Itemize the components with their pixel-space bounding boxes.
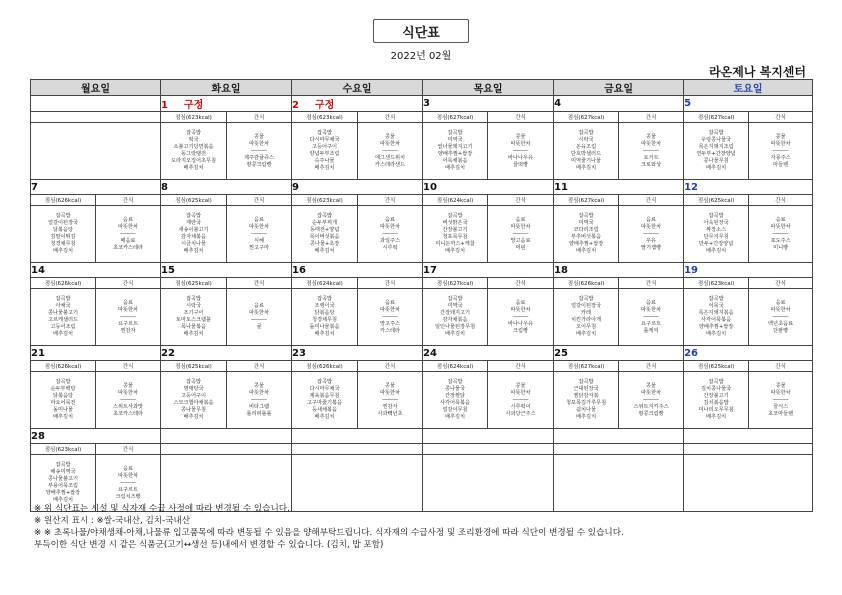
lunch-label: 점심(627kcal)	[423, 112, 488, 123]
weekday-header: 수요일	[292, 80, 423, 96]
date-row	[31, 346, 813, 361]
lunch-menu: 잡곡밥 계란국 새송이불고기 감자채볶음 시금치나물 배추김치	[161, 206, 227, 263]
date-number: 16	[292, 264, 306, 276]
lunch-label: 점심(626kcal)	[292, 361, 358, 372]
date-number: 26	[684, 347, 698, 359]
lunch-label: 점심(623kcal)	[161, 112, 227, 123]
lunch-menu: 잡곡밥 어묵국 목은지돼지볶음 사각어묵볶음 양배추찜+쌈장 배추김치	[684, 289, 749, 346]
date-cell	[292, 180, 423, 195]
empty-cell	[31, 123, 161, 180]
date-cell	[31, 263, 161, 278]
month-subtitle: 2022년 02월	[390, 51, 452, 62]
note-line: 부득이한 식단 변경 시 같은 식품군(고기↔생선 등)내에서 변경할 수 있습니다. (김치, 밥 포함)	[34, 540, 384, 550]
snack-menu: 음료 따뜻한차 ――― 과일주스 시루떡	[358, 206, 423, 263]
snack-menu: 음료 따뜻한차 ――― 요구르트 찐감자	[96, 289, 161, 346]
lunch-label: 점심(627kcal)	[554, 112, 619, 123]
date-number: 2	[292, 100, 299, 111]
lunch-menu: 잡곡밥 콩나물국 간장찜닭 사각어묵볶음 얼갈이무침 배추김치	[423, 372, 488, 429]
lunch-menu: 잡곡밥 김치콩나물국 간장불고기 김치볶음밥 미나리오무무침 배추김치	[684, 372, 749, 429]
lunch-menu: 잡곡밥 떡국 소불고기당면볶음 동그랑땡전 도라지오징어초무침 배추김치	[161, 123, 227, 180]
meal-label-row	[31, 112, 813, 123]
lunch-menu: 잡곡밥 다시마무채국 고등어구이 양념두부조림 숙주나물 배추김치	[292, 123, 358, 180]
date-cell	[554, 429, 684, 444]
snack-menu: 음료 따뜻한차 ――― 백년초음료 단팥빵	[749, 289, 813, 346]
empty-cell	[423, 444, 554, 455]
meal-calendar	[30, 79, 813, 512]
date-number: 5	[684, 98, 692, 109]
snack-label: 간식	[96, 195, 161, 206]
date-number: 9	[292, 181, 299, 193]
date-number: 23	[292, 347, 306, 359]
lunch-menu: 잡곡밥 시락국 조기구이 토마토스크램블 목나물볶음 배추김치	[161, 289, 227, 346]
empty-cell	[161, 444, 292, 455]
menu-row	[31, 123, 813, 180]
snack-menu: 콩물 따뜻한차 ――― 꿀식스 초코마들렌	[749, 372, 813, 429]
lunch-menu: 잡곡밥 순두부백탕 닭볶음탕 마요어묵전 돌미나물 배추김치	[31, 372, 96, 429]
date-number: 11	[554, 181, 568, 193]
lunch-label: 점심(624kcal)	[423, 361, 488, 372]
lunch-label: 점심(625kcal)	[161, 361, 227, 372]
date-number: 24	[423, 347, 437, 359]
date-cell	[554, 180, 684, 195]
snack-menu: 콩물 따뜻한차 ――― 바나나우유 꿀떡빵	[488, 123, 554, 180]
snack-label: 간식	[619, 112, 684, 123]
note-line: ※ 위 식단표는 시설 및 식자재 수급 사정에 따라 변경될 수 있습니다.	[34, 504, 290, 514]
snack-label: 간식	[488, 195, 554, 206]
meal-label-row	[31, 195, 813, 206]
snack-label: 간식	[358, 278, 423, 289]
snack-menu: 음료 따뜻한차 ――― 망고주스 카스테라	[358, 289, 423, 346]
date-cell	[423, 346, 554, 361]
date-cell	[292, 263, 423, 278]
date-cell	[554, 263, 684, 278]
date-number: 4	[554, 98, 562, 109]
menu-row	[31, 289, 813, 346]
snack-label: 간식	[619, 361, 684, 372]
lunch-label: 점심(627kcal)	[554, 361, 619, 372]
date-cell	[684, 96, 813, 112]
snack-label: 간식	[488, 361, 554, 372]
lunch-label: 점심(623kcal)	[684, 278, 749, 289]
page-title: 식단표	[373, 19, 469, 43]
lunch-menu: 잡곡밥 다시마무채국 제육볶음무침 고구마줄기볶음 둥새채볶음 배추김치	[292, 372, 358, 429]
lunch-label: 점심(623kcal)	[292, 112, 358, 123]
note-line: ※ 원산지 표시 : ※쌀-국내산, 김치-국내산	[34, 516, 191, 526]
date-number: 8	[161, 181, 168, 193]
lunch-label: 점심(625kcal)	[684, 361, 749, 372]
lunch-label: 점심(626kcal)	[31, 361, 96, 372]
snack-label: 간식	[749, 278, 813, 289]
center-name: 라온제나 복지센터	[709, 65, 806, 79]
snack-label: 간식	[227, 112, 292, 123]
weekday-header: 목요일	[423, 80, 554, 96]
snack-label: 간식	[488, 278, 554, 289]
lunch-label: 점심(626kcal)	[31, 278, 96, 289]
lunch-menu: 잡곡밥 미역국 코다리조림 부추버섯볶음 양배추찜+쌈장 배추김치	[554, 206, 619, 263]
lunch-label: 점심(625kcal)	[161, 278, 227, 289]
date-cell	[554, 346, 684, 361]
date-cell	[423, 180, 554, 195]
snack-menu: 콩물 따뜻한차 ――― 제주감귤쥬스 땅콩크림빵	[227, 123, 292, 180]
weekday-header: 월요일	[31, 80, 161, 96]
snack-label: 간식	[358, 361, 423, 372]
date-cell	[31, 96, 161, 112]
date-cell	[423, 96, 554, 112]
date-number: 15	[161, 264, 175, 276]
date-cell	[684, 346, 813, 361]
empty-cell	[31, 112, 161, 123]
date-cell	[31, 346, 161, 361]
date-cell	[292, 429, 423, 444]
snack-label: 간식	[749, 112, 813, 123]
snack-menu: 콩물 따뜻한차 ――― 찐감자 사과빽년초	[358, 372, 423, 429]
date-cell	[161, 346, 292, 361]
menu-row	[31, 372, 813, 429]
lunch-label: 점심(623kcal)	[292, 195, 358, 206]
date-cell	[161, 180, 292, 195]
date-cell	[161, 263, 292, 278]
date-cell	[684, 180, 813, 195]
snack-label: 간식	[358, 112, 423, 123]
date-number: 12	[684, 181, 698, 193]
meal-label-row	[31, 278, 813, 289]
date-cell	[423, 429, 554, 444]
lunch-label: 점심(627kcal)	[684, 112, 749, 123]
lunch-menu: 잡곡밥 얼갈이된장국 카레 치킨가라아게 오이무침 배추김치	[554, 289, 619, 346]
snack-menu: 음료 따뜻한차 ――― 배음료 초코카스테라	[96, 206, 161, 263]
snack-label: 간식	[488, 112, 554, 123]
snack-menu: 콩물 따뜻한차 ――― 에그샌드위치 카스테라샌드	[358, 123, 423, 180]
snack-menu: 콩물 따뜻한차 ――― 요거트 크로와상	[619, 123, 684, 180]
date-number: 18	[554, 264, 568, 276]
date-cell	[31, 180, 161, 195]
snack-label: 간식	[227, 195, 292, 206]
date-number: 10	[423, 181, 437, 193]
snack-label: 간식	[227, 361, 292, 372]
snack-menu: 콩물 따뜻한차 ――― 자몽주스 마들렌	[749, 123, 813, 180]
meal-label-row	[31, 361, 813, 372]
weekday-header: 화요일	[161, 80, 292, 96]
lunch-label: 점심(623kcal)	[31, 444, 96, 455]
empty-cell	[684, 455, 813, 512]
snack-menu: 음료 따뜻한차 ――― 우유 딸기잼빵	[619, 206, 684, 263]
holiday-note: 구정	[315, 100, 335, 111]
snack-menu: 콩물 따뜻한차 ――― 비타그램 롤리퍼롤롤	[227, 372, 292, 429]
weekday-header: 토요일	[684, 80, 813, 96]
date-row	[31, 96, 813, 112]
lunch-label: 점심(624kcal)	[423, 195, 488, 206]
footer-notes	[34, 503, 624, 551]
snack-label: 간식	[227, 278, 292, 289]
lunch-menu: 잡곡밥 해송미역국 콩나물불고기 부용어묵조림 양배추찜+쌈장 배추김치	[31, 455, 96, 512]
lunch-label: 점심(627kcal)	[423, 278, 488, 289]
snack-menu: 음료 따뜻한차 ――― 식혜 찐고구마	[227, 206, 292, 263]
date-number: 28	[31, 430, 45, 442]
date-cell	[161, 96, 292, 112]
snack-menu: 음료 따뜻한차 ――― 요구르트 크림치즈빵	[96, 455, 161, 512]
lunch-label: 점심(627kcal)	[554, 195, 619, 206]
lunch-label: 점심(625kcal)	[684, 195, 749, 206]
lunch-menu: 잡곡밥 아채국 콩나물불고기 고르케샐러드 고등어조림 배추김치	[31, 289, 96, 346]
date-number: 7	[31, 181, 38, 193]
snack-menu: 콩물 따뜻한차 ――― 스위트지키주스 땅콩크림빵	[619, 372, 684, 429]
snack-menu: 음료 따뜻한차 ――― 망고음료 머핀	[488, 206, 554, 263]
date-cell	[423, 263, 554, 278]
holiday-note: 구정	[183, 100, 204, 111]
date-cell	[292, 96, 423, 112]
meal-label-row	[31, 444, 813, 455]
date-number: 21	[31, 347, 45, 359]
date-number: 22	[161, 347, 175, 359]
date-number: 25	[554, 347, 568, 359]
empty-cell	[684, 444, 813, 455]
date-row	[31, 429, 813, 444]
snack-menu: 콩물 따뜻한차 ――― 스위트사과맛 초코카스테라	[96, 372, 161, 429]
lunch-menu: 잡곡밥 미역국 쌈너물돼지고기 양배추찜+쌈장 어묵채볶음 배추김치	[423, 123, 488, 180]
snack-menu: 음료 따뜻한차 ――― 요구르트 롤케익	[619, 289, 684, 346]
date-cell	[292, 346, 423, 361]
date-cell	[31, 429, 161, 444]
lunch-menu: 잡곡밥 순두부찌개 동태전+양념 목이버섯볶음 콩나물+초장 배추김치	[292, 206, 358, 263]
lunch-menu: 잡곡밥 시락국 돈육조림 단호박샐러드 미역줄기나물 배추김치	[554, 123, 619, 180]
lunch-menu: 잡곡밥 근대된장국 찜닭감자볶 청포목김가루무침 쉼치나물 배추김치	[554, 372, 619, 429]
date-cell	[554, 96, 684, 112]
weekday-header: 금요일	[554, 80, 684, 96]
date-number: 19	[684, 264, 698, 276]
snack-menu: 콩물 따뜻한차 ――― 시루떡이 사과당근주스	[488, 372, 554, 429]
snack-label: 간식	[619, 195, 684, 206]
date-number: 3	[423, 98, 431, 109]
date-number: 14	[31, 264, 45, 276]
lunch-menu: 잡곡밥 미역국 간장돼지고기 감자채볶음 일인나물된장무침 배추김치	[423, 289, 488, 346]
lunch-label: 점심(625kcal)	[161, 195, 227, 206]
snack-label: 간식	[96, 444, 161, 455]
empty-cell	[554, 444, 684, 455]
date-cell	[684, 263, 813, 278]
lunch-label: 점심(624kcal)	[292, 278, 358, 289]
snack-label: 간식	[96, 278, 161, 289]
snack-label: 간식	[749, 195, 813, 206]
empty-cell	[292, 444, 423, 455]
note-line: ※ ※ 초록나물/야채생채-아채,나물류 입고품목에 따라 변동될 수 있음을 양해부탁드립니다. 식자재의 수급사정 및 조리환경에 따라 식단이 변경될 수 있습니다.	[34, 528, 624, 538]
date-row	[31, 180, 813, 195]
lunch-menu: 잡곡밥 버섯맑은국 간장불고기 청포묵무침 미니돈까스+케찹 배추김치	[423, 206, 488, 263]
lunch-menu: 잡곡밥 조랭이국 닭볶음탕 청경채무침 돌미나물볶음 배추김치	[292, 289, 358, 346]
lunch-menu: 잡곡밥 우렁콩나물국 목은지돼지조림 연두부+간장양념 콩나물무침 배추김치	[684, 123, 749, 180]
date-cell	[161, 429, 292, 444]
snack-label: 간식	[749, 361, 813, 372]
date-cell	[684, 429, 813, 444]
weekday-header-row	[31, 80, 813, 96]
date-row	[31, 263, 813, 278]
snack-menu: 음료 따뜻한차 ――― 바나나우유 크림빵	[488, 289, 554, 346]
lunch-menu: 잡곡밥 아욱된장국 짜장소스 단무지무침 만두+간장양념 배추김치	[684, 206, 749, 263]
lunch-menu: 잡곡밥 명태탕국 고등어구이 스모크햄야채볶음 콩나물무침 배추김치	[161, 372, 227, 429]
snack-label: 간식	[358, 195, 423, 206]
snack-menu: 음료 따뜻한차 ――― 포도주스 미니빵	[749, 206, 813, 263]
snack-label: 간식	[96, 361, 161, 372]
lunch-menu: 잡곡밥 얼갈이된장국 닭볶음탕 김말이튀김 청경채무침 배추김치	[31, 206, 96, 263]
lunch-label: 점심(626kcal)	[554, 278, 619, 289]
snack-label: 간식	[619, 278, 684, 289]
date-number: 1	[161, 100, 168, 111]
date-number: 17	[423, 264, 437, 276]
lunch-label: 점심(626kcal)	[31, 195, 96, 206]
menu-row	[31, 206, 813, 263]
snack-menu: 음료 따뜻한차 ――― 귤	[227, 289, 292, 346]
